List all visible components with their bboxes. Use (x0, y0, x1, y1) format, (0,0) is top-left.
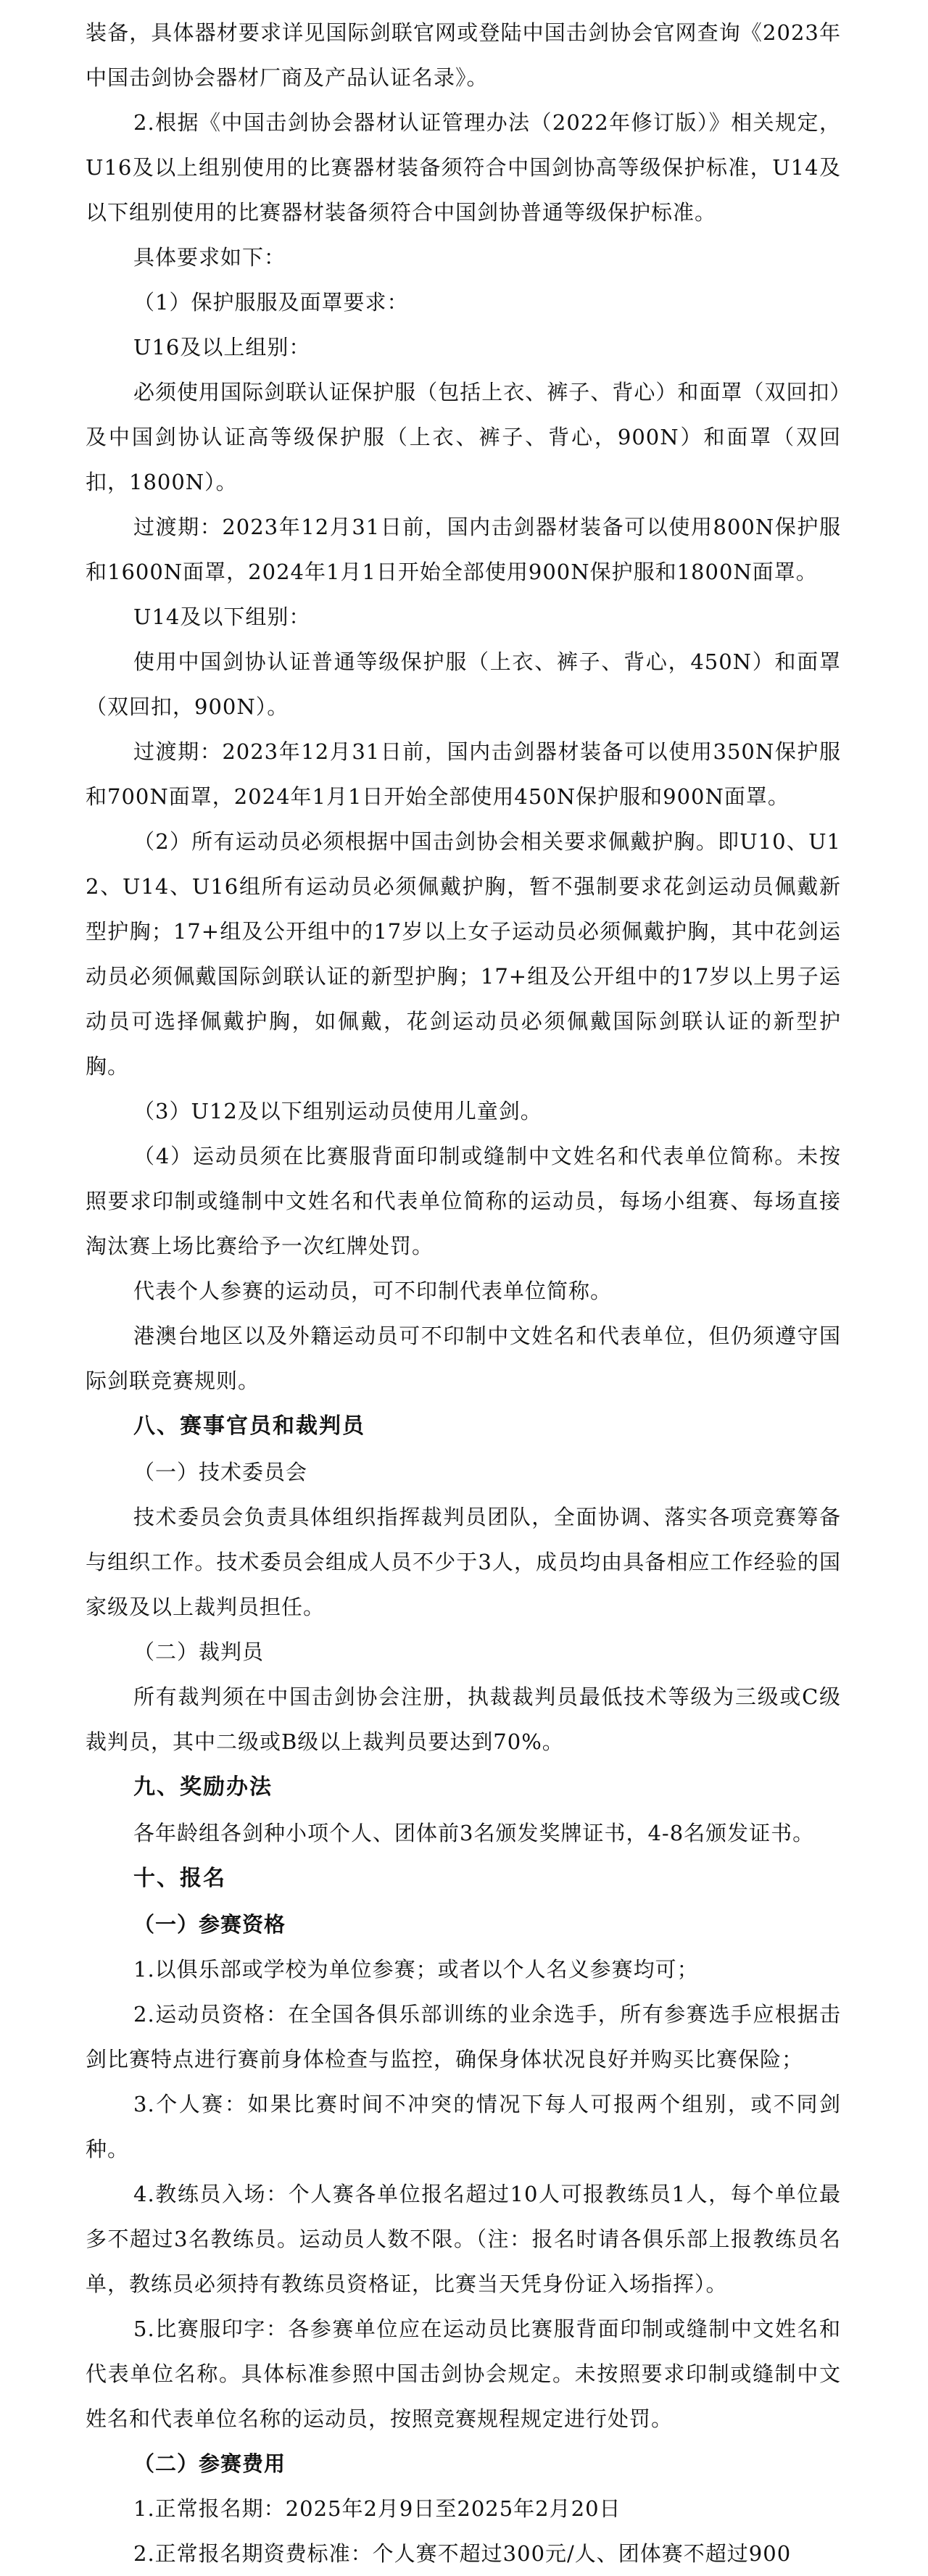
paragraph: 2.根据《中国击剑协会器材认证管理办法（2022年修订版）》相关规定，U16及以上组别使用的比赛器材装备须符合中国剑协高等级保护标准，U14及以下组别使用的比赛器材装备须符合中国剑协普通等级保护标准。 (86, 110, 841, 225)
paragraph: 过渡期：2023年12月31日前，国内击剑器材装备可以使用350N保护服和700N面罩，2024年1月1日开始全部使用450N保护服和900N面罩。 (86, 739, 841, 809)
paragraph: 2.运动员资格：在全国各俱乐部训练的业余选手，所有参赛选手应根据击剑比赛特点进行赛前身体检查与监控，确保身体状况良好并购买比赛保险； (86, 2002, 841, 2072)
subsection-heading: （一）技术委员会 (133, 1460, 308, 1484)
paragraph: 必须使用国际剑联认证保护服（包括上衣、裤子、背心）和面罩（双回扣）及中国剑协认证高等级保护服（上衣、裤子、背心，900N）和面罩（双回扣，1800N）。 (86, 380, 841, 494)
paragraph: 2.正常报名期资费标准：个人赛不超过300元/人、团体赛不超过900 (133, 2541, 792, 2566)
paragraph: 过渡期：2023年12月31日前，国内击剑器材装备可以使用800N保护服和1600N面罩，2024年1月1日开始全部使用900N保护服和1800N面罩。 (86, 515, 841, 584)
paragraph: 5.比赛服印字：各参赛单位应在运动员比赛服背面印制或缝制中文姓名和代表单位名称。具体标准参照中国击剑协会规定。未按照要求印制或缝制中文姓名和代表单位名称的运动员，按照竞赛规程规定进行处罚。 (86, 2317, 841, 2431)
paragraph: 具体要求如下： (133, 245, 286, 270)
subsection-heading: （二）裁判员 (133, 1640, 265, 1664)
section-heading: 八、赛事官员和裁判员 (133, 1413, 365, 1439)
subsection-heading: （二）参赛费用 (133, 2451, 286, 2476)
paragraph: 使用中国剑协认证普通等级保护服（上衣、裤子、背心，450N）和面罩（双回扣，900N）。 (86, 649, 841, 719)
paragraph: （1）保护服服及面罩要求： (133, 290, 409, 315)
paragraph: 港澳台地区以及外籍运动员可不印制中文姓名和代表单位，但仍须遵守国际剑联竞赛规则。 (86, 1324, 841, 1393)
paragraph: 所有裁判须在中国击剑协会注册，执裁裁判员最低技术等级为三级或C级裁判员，其中二级或B级以上裁判员要达到70%。 (86, 1684, 841, 1754)
paragraph: 4.教练员入场：个人赛各单位报名超过10人可报教练员1人，每个单位最多不超过3名教练员。运动员人数不限。（注：报名时请各俱乐部上报教练员名单，教练员必须持有教练员资格证，比赛当天凭身份证入场指挥）。 (86, 2182, 841, 2296)
paragraph: U16及以上组别： (133, 335, 311, 360)
section-heading: 九、奖励办法 (133, 1774, 273, 1800)
paragraph: 1.正常报名期：2025年2月9日至2025年2月20日 (133, 2496, 621, 2521)
paragraph: 装备，具体器材要求详见国际剑联官网或登陆中国击剑协会官网查询《2023年中国击剑协会器材厂商及产品认证名录》。 (86, 20, 841, 90)
paragraph: 3.个人赛：如果比赛时间不冲突的情况下每人可报两个组别，或不同剑种。 (86, 2092, 841, 2161)
paragraph: 技术委员会负责具体组织指挥裁判员团队，全面协调、落实各项竞赛筹备与组织工作。技术委员会组成人员不少于3人，成员均由具备相应工作经验的国家级及以上裁判员担任。 (86, 1505, 841, 1619)
paragraph: U14及以下组别： (133, 604, 311, 629)
paragraph: 代表个人参赛的运动员，可不印制代表单位简称。 (133, 1279, 613, 1303)
paragraph: （2）所有运动员必须根据中国击剑协会相关要求佩戴护胸。即U10、U12、U14、U16组所有运动员必须佩戴护胸，暂不强制要求花剑运动员佩戴新型护胸；17+组及公开组中的17岁以上女子运动员必须佩戴护胸，其中花剑运动员必须佩戴国际剑联认证的新型护胸；17+组及公开组中的17岁以上男子运动员可选择佩戴护胸，如佩戴，花剑运动员必须佩戴国际剑联认证的新型护胸。 (86, 829, 841, 1079)
paragraph: 各年龄组各剑种小项个人、团体前3名颁发奖牌证书，4-8名颁发证书。 (133, 1821, 815, 1845)
paragraph: 1.以俱乐部或学校为单位参赛；或者以个人名义参赛均可； (133, 1957, 699, 1982)
section-heading: 十、报名 (133, 1866, 226, 1891)
paragraph: （4）运动员须在比赛服背面印制或缝制中文姓名和代表单位简称。未按照要求印制或缝制中文姓名和代表单位简称的运动员，每场小组赛、每场直接淘汰赛上场比赛给予一次红牌处罚。 (86, 1144, 841, 1258)
subsection-heading: （一）参赛资格 (133, 1912, 286, 1937)
paragraph: （3）U12及以下组别运动员使用儿童剑。 (133, 1099, 542, 1123)
